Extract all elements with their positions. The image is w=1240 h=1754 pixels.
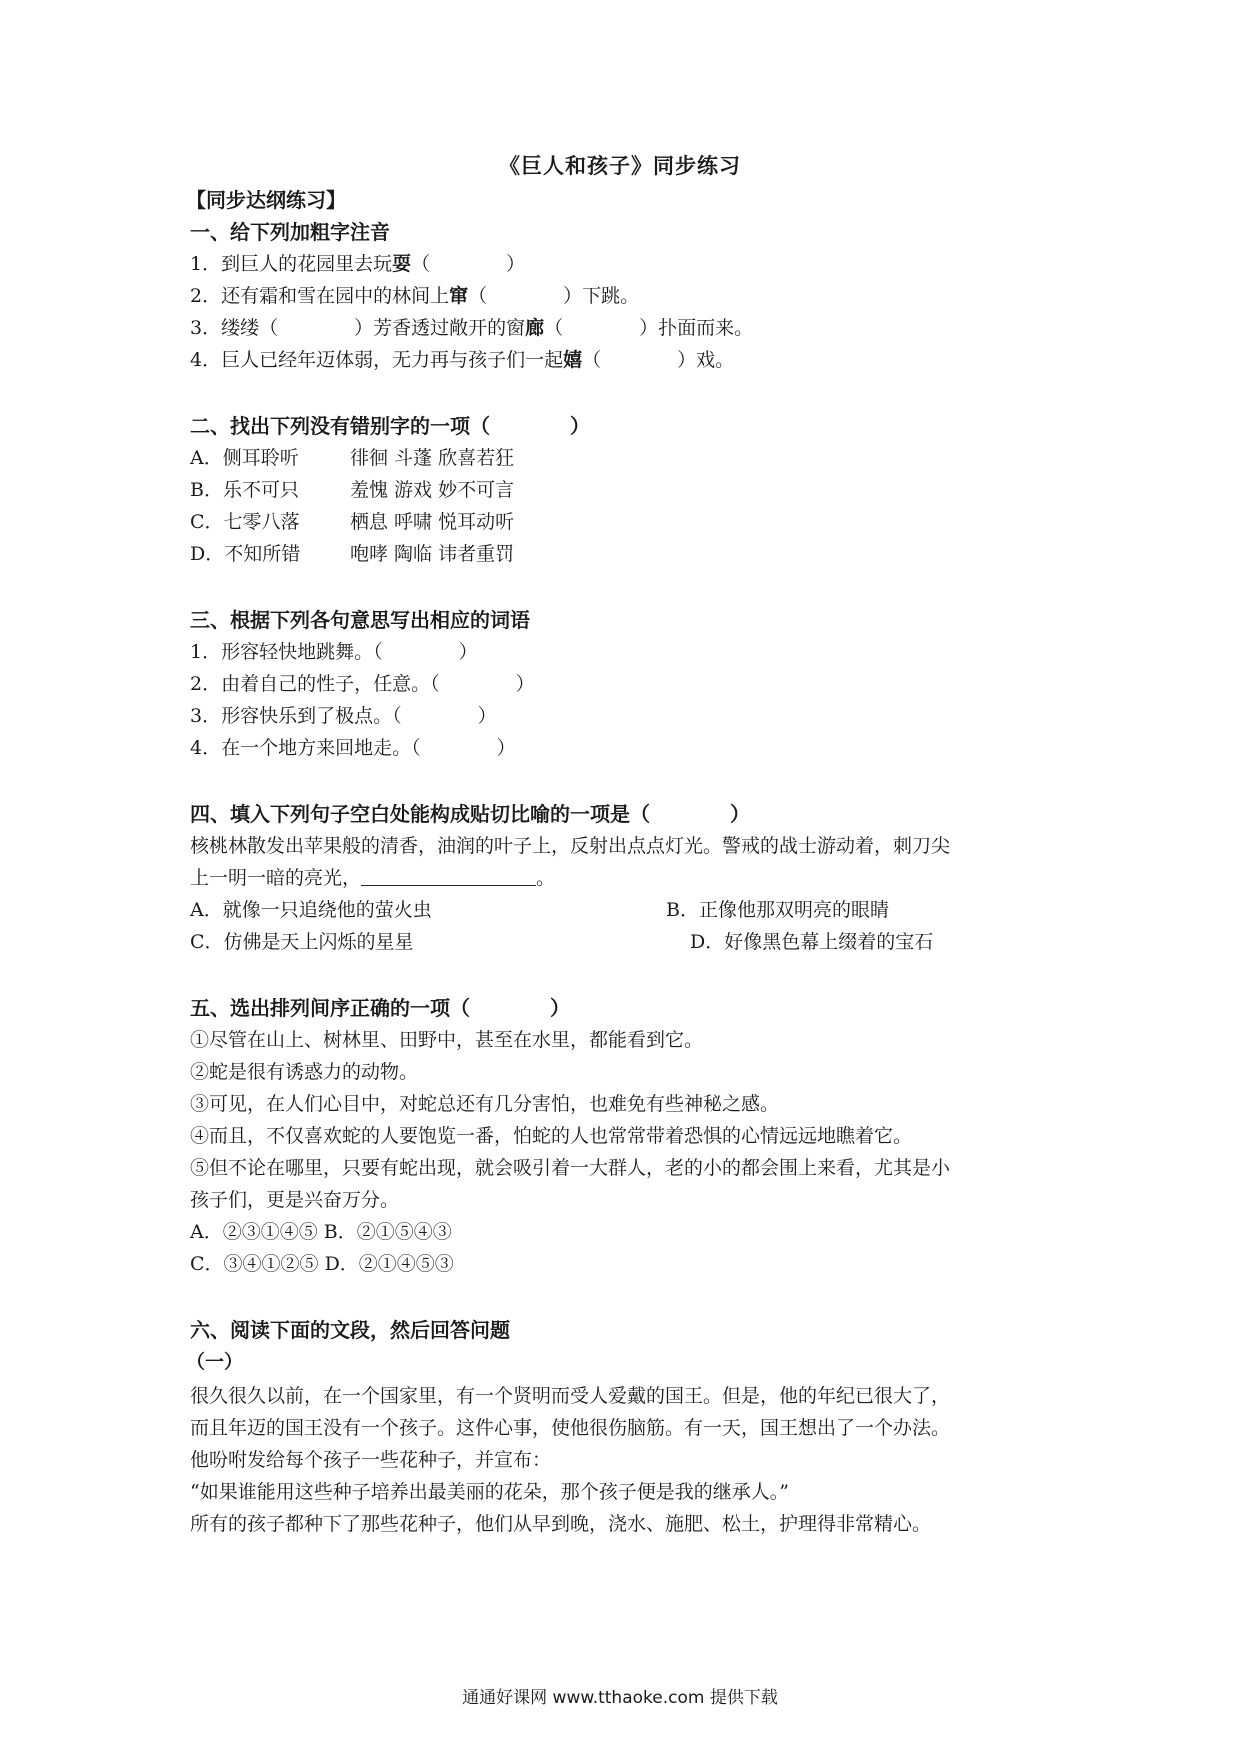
q3-heading: 三、根据下列各句意思写出相应的词语 [190, 608, 530, 632]
q5-option: C．③④①②⑤ D．②①④⑤③ [190, 1253, 454, 1275]
q6-line: 而且年迈的国王没有一个孩子。这件心事，使他很伤脑筋。有一天，国王想出了一个办法。 [190, 1417, 951, 1439]
q4-option-d: D．好像黑色幕上缀着的宝石 [690, 931, 934, 953]
q2-option: C．七零八落 栖息 呼啸 悦耳动听 [190, 511, 515, 533]
q5-line: ③可见，在人们心目中，对蛇总还有几分害怕，也难免有些神秘之感。 [190, 1093, 780, 1115]
q2-heading: 二、找出下列没有错别字的一项（ ） [190, 414, 590, 438]
q1-item: 3．缕缕（ ）芳香透过敞开的窗廊（ ）扑面而来。 [190, 317, 754, 339]
q6-line: 他吩咐发给每个孩子一些花种子，并宣布： [190, 1449, 552, 1471]
q1-item: 4．巨人已经年迈体弱，无力再与孩子们一起嬉（ ）戏。 [190, 349, 735, 371]
q6-heading: 六、阅读下面的文段，然后回答问题 [190, 1318, 510, 1342]
q3-item: 4．在一个地方来回地走。（ ） [190, 737, 516, 759]
q5-heading: 五、选出排列间序正确的一项（ ） [190, 996, 570, 1020]
q5-line: ①尽管在山上、树林里、田野中，甚至在水里，都能看到它。 [190, 1029, 704, 1051]
q5-line: ⑤但不论在哪里，只要有蛇出现，就会吸引着一大群人，老的小的都会围上来看，尤其是小 [190, 1157, 951, 1179]
bold-char: 耍 [392, 253, 412, 275]
q2-option: D．不知所错 咆哮 陶临 讳者重罚 [190, 543, 515, 565]
q4-option-b: B．正像他那双明亮的眼睛 [666, 899, 889, 921]
q4-passage: 上一明一暗的亮光， 。 [190, 867, 556, 889]
q6-line: 所有的孩子都种下了那些花种子，他们从早到晚，浇水、施肥、松土，护理得非常精心。 [190, 1513, 932, 1535]
q5-option: A．②③①④⑤ B．②①⑤④③ [190, 1221, 452, 1243]
q2-option: A．侧耳聆听 徘徊 斗蓬 欣喜若狂 [190, 447, 515, 469]
q5-line: ④而且，不仅喜欢蛇的人要饱览一番，怕蛇的人也常常带着恐惧的心情远远地瞧着它。 [190, 1125, 913, 1147]
q1-heading: 一、给下列加粗字注音 [190, 220, 390, 244]
q1-item: 2．还有霜和雪在园中的林间上窜（ ）下跳。 [190, 285, 640, 307]
q6-line: “如果谁能用这些种子培养出最美丽的花朵，那个孩子便是我的继承人。” [190, 1481, 789, 1503]
page-title: 《巨人和孩子》同步练习 [499, 153, 741, 178]
q4-passage: 核桃林散发出苹果般的清香，油润的叶子上，反射出点点灯光。警戒的战士游动着，刺刀尖 [190, 835, 951, 857]
q5-line: ②蛇是很有诱惑力的动物。 [190, 1061, 419, 1083]
q3-item: 2．由着自己的性子，任意。（ ） [190, 673, 535, 695]
q1-item: 1．到巨人的花园里去玩耍（ ） [190, 253, 526, 275]
q4-option-c: C．仿佛是天上闪烁的星星 [190, 931, 414, 953]
bold-char: 窜 [449, 285, 469, 307]
q2-option: B．乐不可只 羞愧 游戏 妙不可言 [190, 479, 515, 501]
section-label: 【同步达纲练习】 [186, 188, 346, 212]
q5-line: 孩子们，更是兴奋万分。 [190, 1189, 400, 1211]
q3-item: 1．形容轻快地跳舞。（ ） [190, 641, 478, 663]
q6-subheading: （一） [186, 1351, 244, 1373]
bold-char: 廊 [525, 317, 545, 339]
q4-heading: 四、填入下列句子空白处能构成贴切比喻的一项是（ ） [190, 802, 750, 826]
q3-item: 3．形容快乐到了极点。（ ） [190, 705, 497, 727]
bold-char: 嬉 [563, 349, 583, 371]
page-footer: 通通好课网 www.tthaoke.com 提供下载 [462, 1688, 778, 1708]
q4-option-a: A．就像一只追绕他的萤火虫 [190, 899, 432, 921]
q6-line: 很久很久以前，在一个国家里，有一个贤明而受人爱戴的国王。但是，他的年纪已很大了， [190, 1385, 951, 1407]
answer-blank [361, 867, 536, 886]
